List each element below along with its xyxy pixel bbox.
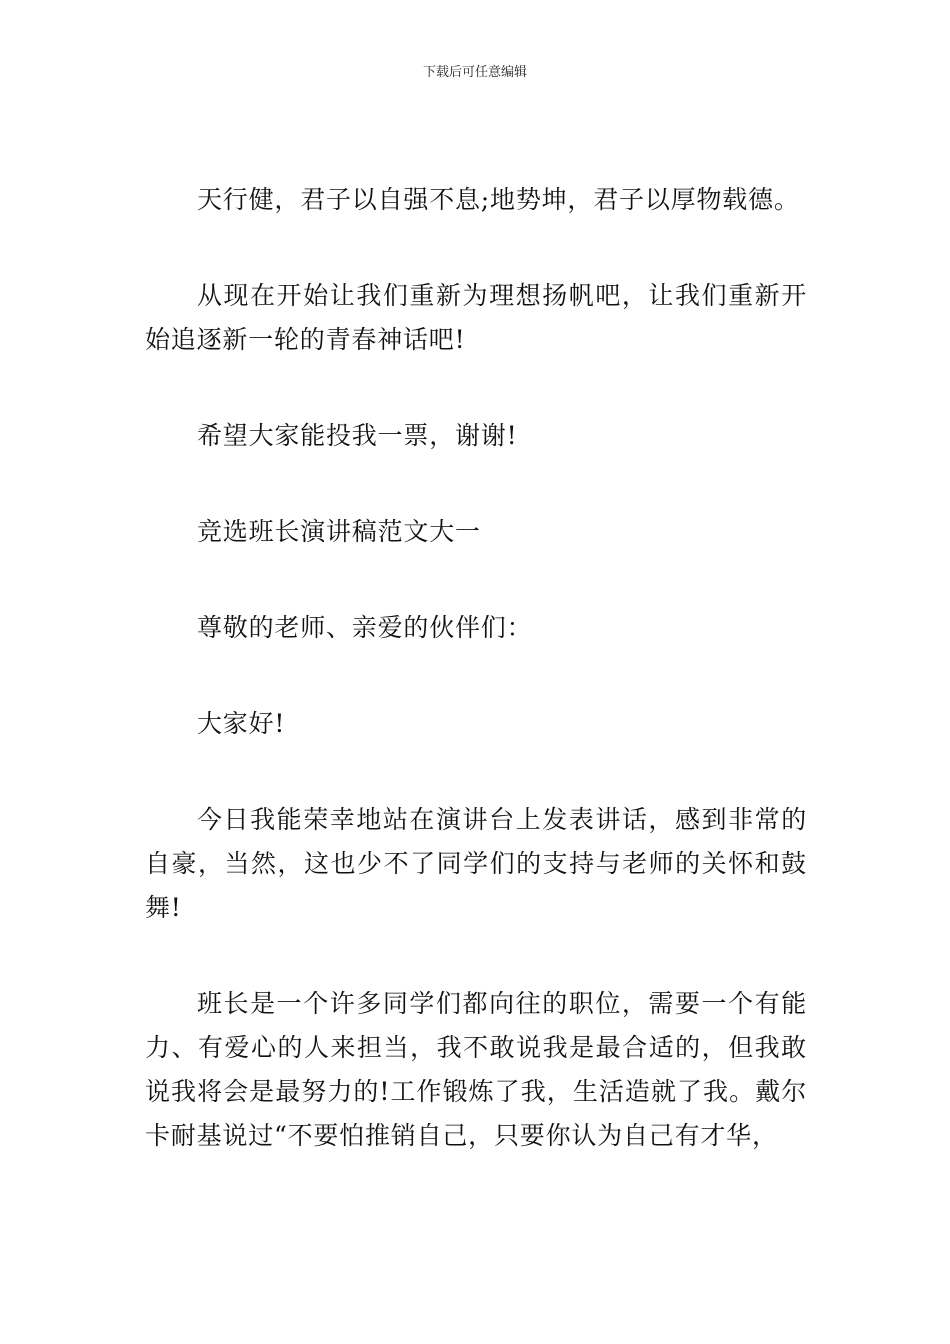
- header-note: 下载后可任意编辑: [422, 65, 527, 80]
- paragraph-new-start: 从现在开始让我们重新为理想扬帆吧，让我们重新开始追逐新一轮的青春神话吧!: [145, 281, 807, 354]
- paragraph-honored: 今日我能荣幸地站在演讲台上发表讲话，感到非常的自豪，当然，这也少不了同学们的支持与老师的关怀和鼓舞!: [145, 805, 807, 922]
- paragraph-vote-request: 希望大家能投我一票，谢谢!: [197, 421, 518, 450]
- paragraph-speech-title: 竞选班长演讲稿范文大一: [197, 517, 481, 546]
- paragraph-motto: 天行健，君子以自强不息;地势坤，君子以厚物载德。: [197, 185, 800, 214]
- paragraph-salutation: 尊敬的老师、亲爱的伙伴们：: [197, 613, 533, 642]
- paragraph-monitor-role: 班长是一个许多同学们都向往的职位，需要一个有能力、有爱心的人来担当，我不敢说我是最合适的，但我敢说我将会是最努力的!工作锻炼了我，生活造就了我。戴尔卡耐基说过“不要怕推销自己，只要你认为自己有才华，: [145, 989, 807, 1150]
- document-body: [145, 178, 807, 1210]
- paragraph-greeting: 大家好!: [197, 709, 286, 738]
